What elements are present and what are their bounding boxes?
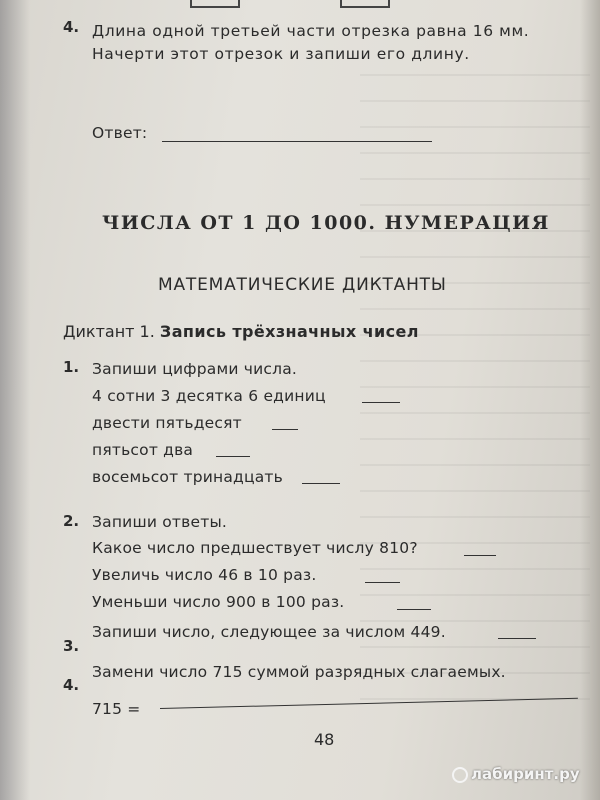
task-prompt: Запиши ответы. (92, 513, 228, 531)
page-number: 48 (314, 730, 335, 749)
equation-label: 715 = (92, 700, 141, 718)
task-prompt: Замени число 715 суммой разрядных слагаемых. (92, 663, 506, 681)
answer-box (190, 0, 240, 8)
answer-line[interactable] (365, 582, 400, 583)
dictant-prefix: Диктант 1. (63, 322, 155, 341)
task-item: Уменьши число 900 в 100 раз. (92, 593, 345, 611)
task-text: Длина одной третьей части отрезка равна 16 мм. (92, 22, 530, 40)
task-number: 3. (63, 637, 80, 655)
page-shadow (0, 0, 30, 800)
labirint-logo-icon (452, 767, 468, 783)
task-prompt: Запиши цифрами числа. (92, 360, 298, 378)
task-item: Какое число предшествует числу 810? (92, 539, 418, 557)
bleed-through-text (360, 60, 590, 700)
dictant-title (63, 322, 419, 341)
section-title: ЧИСЛА ОТ 1 ДО 1000. НУМЕРАЦИЯ (102, 212, 550, 234)
task-item: 4 сотни 3 десятка 6 единиц (92, 387, 326, 405)
answer-line[interactable] (397, 609, 431, 610)
answer-line[interactable] (498, 638, 536, 639)
task-prompt: Запиши число, следующее за числом 449. (92, 623, 446, 641)
answer-line[interactable] (272, 429, 298, 430)
answer-line[interactable] (464, 555, 496, 556)
subsection-title: МАТЕМАТИЧЕСКИЕ ДИКТАНТЫ (158, 275, 447, 295)
task-item: Увеличь число 46 в 10 раз. (92, 566, 317, 584)
answer-box (340, 0, 390, 8)
answer-line[interactable] (162, 141, 432, 142)
task-number: 4. (63, 676, 80, 694)
task-item: двести пятьдесят (92, 414, 242, 432)
previous-task-fragment (150, 0, 570, 8)
task-item: пятьсот два (92, 441, 194, 459)
watermark-text: лабиринт.ру (471, 765, 580, 783)
task-number: 1. (63, 358, 80, 376)
dictant-topic: Запись трёхзначных чисел (159, 322, 419, 341)
task-number: 4. (63, 18, 80, 36)
page-edge (580, 0, 600, 800)
task-item: восемьсот тринадцать (92, 468, 283, 486)
task-number: 2. (63, 512, 80, 530)
watermark (452, 765, 580, 783)
answer-line[interactable] (216, 456, 250, 457)
answer-line[interactable] (302, 483, 340, 484)
answer-line[interactable] (362, 402, 400, 403)
answer-label: Ответ: (92, 124, 148, 142)
task-text: Начерти этот отрезок и запиши его длину. (92, 45, 470, 63)
